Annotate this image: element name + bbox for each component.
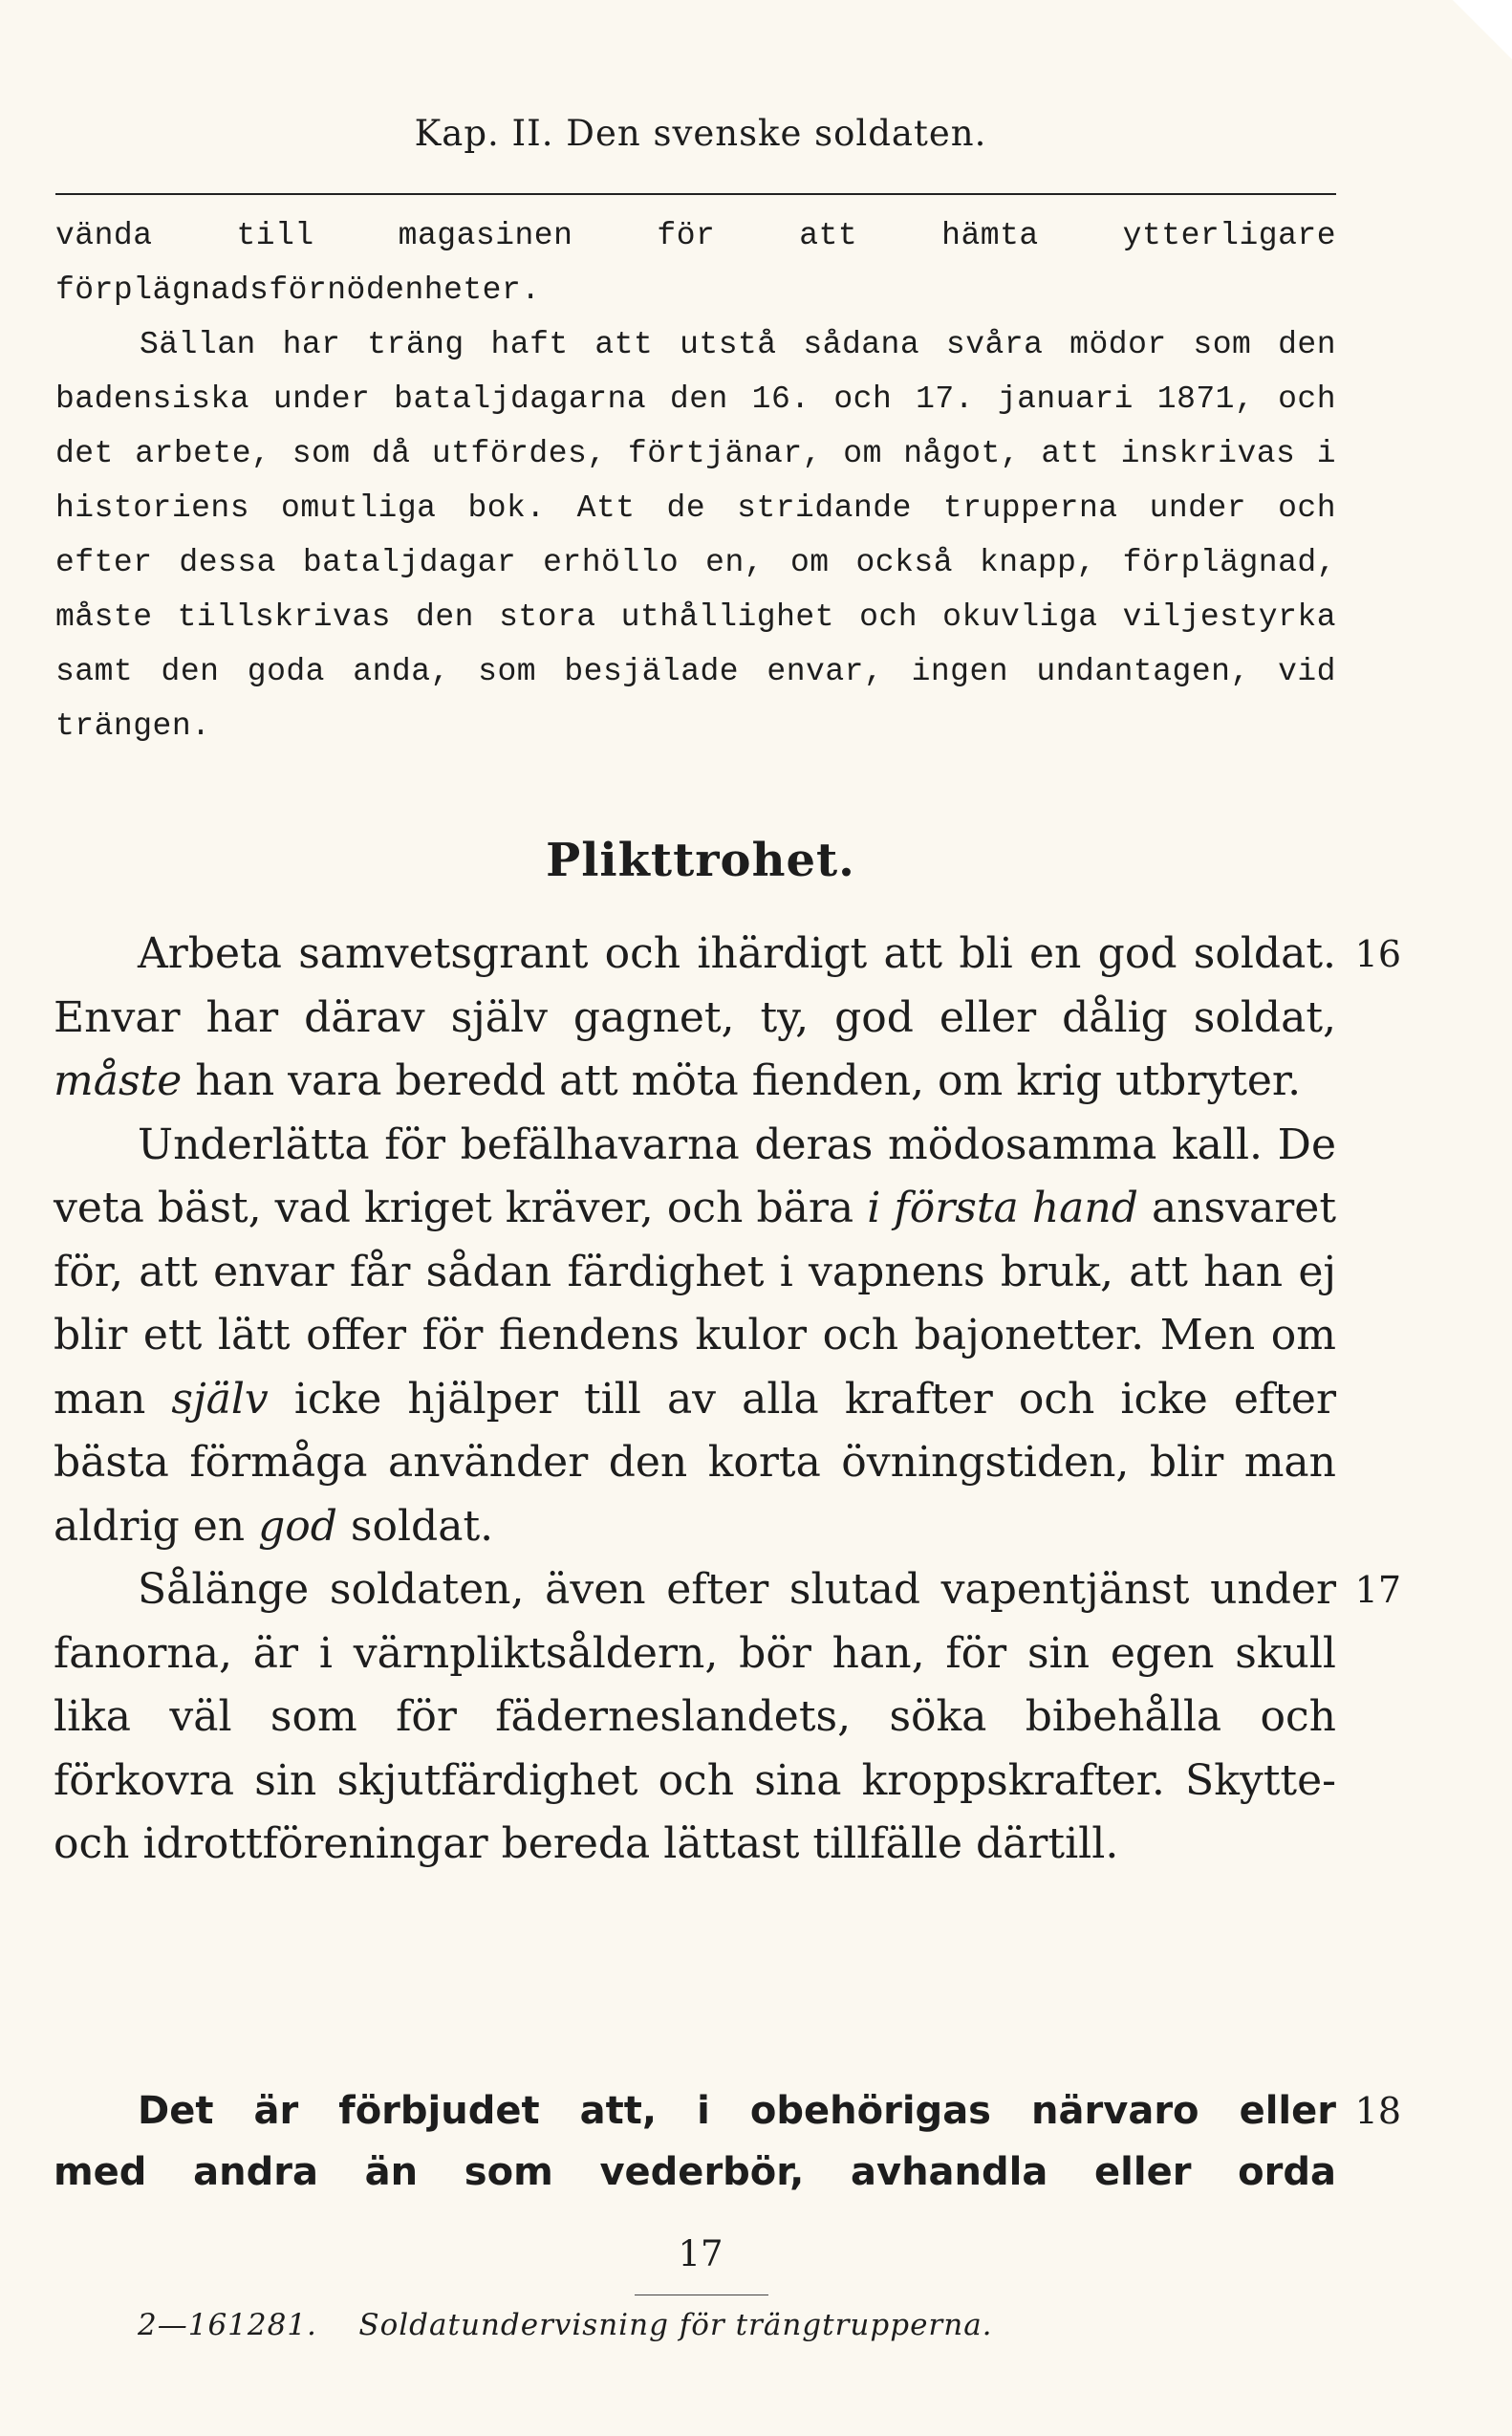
paragraph-16-text-a: Arbeta samvetsgrant och ihärdigt att bli en god soldat. Envar har därav själv gagnet, ty, god eller dålig soldat, (54, 929, 1336, 1042)
section-continuation (55, 208, 1336, 753)
header-rule (55, 193, 1336, 195)
paragraph-16b-text-d: soldat. (336, 1501, 494, 1551)
footer-title: Soldatundervisning för trängtrupperna. (358, 2308, 993, 2342)
paragraph-16b-text-b: ansvaret för, att envar får sådan färdighet i vapnens bruk, att han ej blir ett lätt offer för fiendens kulor och bajonetter. Men om man (54, 1184, 1337, 1424)
section-heading: Plikttrohet. (546, 834, 855, 887)
emphasis-god: god (258, 1501, 337, 1551)
emphasis-sjalv: själv (171, 1374, 269, 1424)
emphasis-i-forsta-hand: i första hand (867, 1184, 1138, 1232)
paragraph-17-text: Sålänge soldaten, även efter slutad vapentjänst under fanorna, är i värnpliktsåldern, bör han, för sin egen skull lika väl som för fäderneslandets, söka bibehålla och förkovra sin skjutfärdighet och sina kroppskrafter. Skytte- och idrottföreningar bereda lättast tillfälle därtill. (54, 1565, 1336, 1868)
paragraph-16-continued (54, 1114, 1336, 1559)
running-header: Kap. II. Den svenske soldaten. (414, 113, 987, 154)
paragraph-16b-text-c: icke hjälper till av alla krafter och icke efter bästa förmåga använder den korta övningstiden, blir man aldrig en (54, 1374, 1336, 1551)
paragraph-trang: Sällan har träng haft att utstå sådana svåra mödor som den badensiska under bataljdagarna den 16. och 17. januari 1871, och det arbete, som då utfördes, förtjänar, om något, att inskrivas i historiens omutliga bok. Att de stridande trupperna under och efter dessa bataljdagar erhöllo en, om också knapp, förplägnad, måste tillskrivas den stora uthållighet och okuvliga viljestyrka samt den goda anda, som besjälade envar, ingen undantagen, vid trängen. (55, 327, 1336, 744)
paragraph-18-line-2: med andra än som vederbör, avhandla eller orda (54, 2150, 1336, 2194)
footer-code: 2—161281. (138, 2308, 317, 2342)
section-forbidden (54, 2080, 1401, 2203)
section-plikttrohet (54, 923, 1401, 1877)
paragraph-continued: vända till magasinen för att hämta ytterligare förplägnadsförnödenheter. (55, 218, 1336, 308)
paragraph-18-line-1 (54, 2080, 1401, 2142)
paragraph-17 (54, 1558, 1401, 1877)
paragraph-16-text-b: han vara beredd att möta fienden, om krig utbryter. (182, 1056, 1302, 1105)
print-footer (138, 2308, 993, 2342)
folded-corner (1453, 0, 1512, 59)
margin-number-17: 17 (1354, 1569, 1401, 1611)
paragraph-16b-text-a: Underlätta för befälhavarna deras mödosamma kall. De veta bäst, vad kriget kräver, och bära (54, 1120, 1336, 1232)
paragraph-18-line-1-text: Det är förbjudet att, i obehörigas närvaro eller (138, 2089, 1336, 2133)
page-number: 17 (678, 2233, 724, 2274)
paragraph-16 (54, 923, 1401, 1114)
emphasis-maste: måste (54, 1056, 183, 1105)
margin-number-18: 18 (1354, 2090, 1401, 2132)
margin-number-16: 16 (1354, 933, 1401, 975)
